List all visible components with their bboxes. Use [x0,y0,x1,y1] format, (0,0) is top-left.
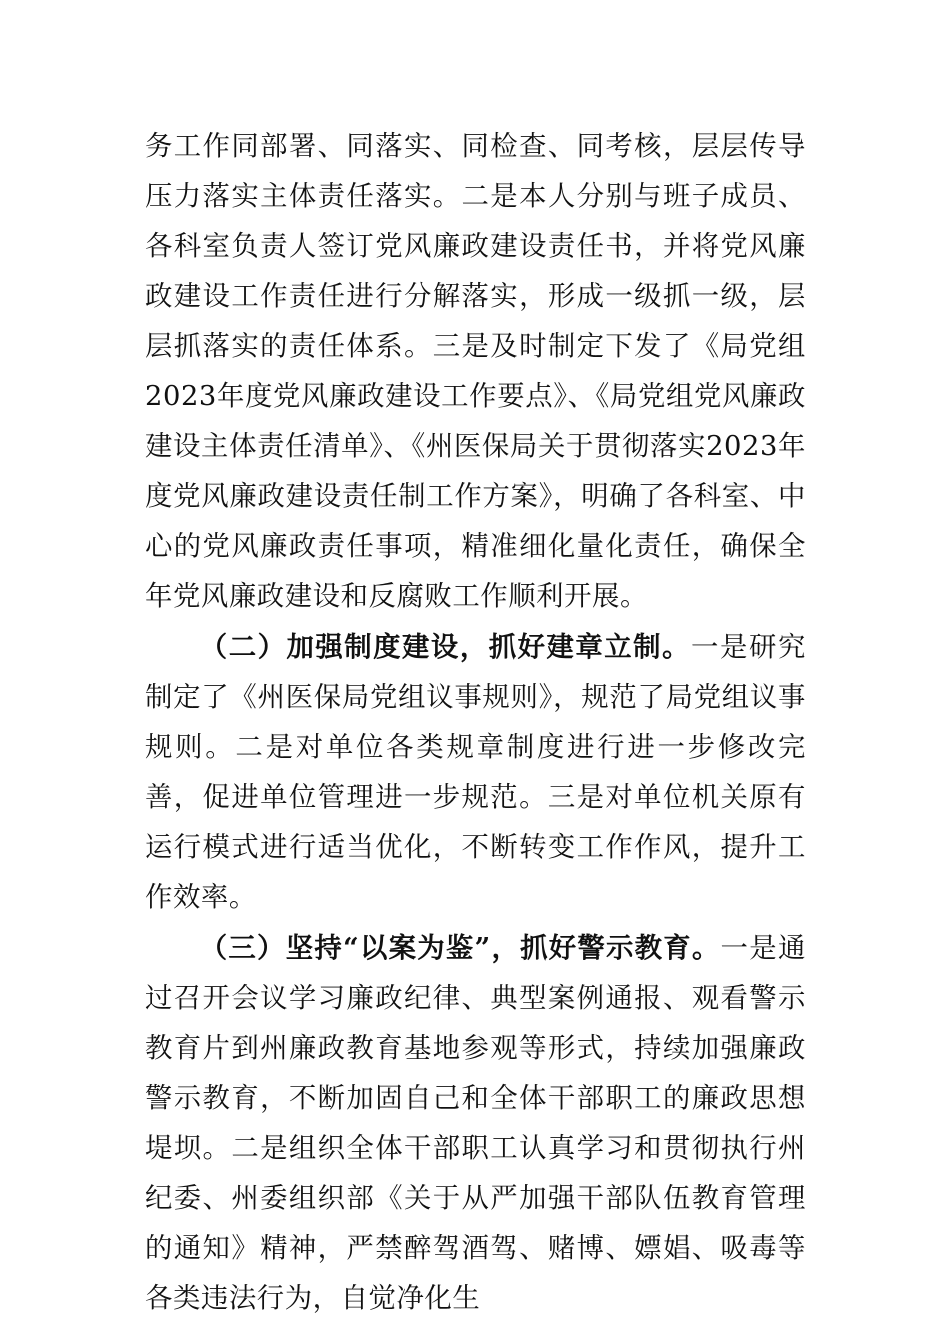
body-text: 一是通过召开会议学习廉政纪律、典型案例通报、观看警示教育片到州廉政教育基地参观等形式，持续加强廉政警示教育，不断加固自己和全体干部职工的廉政思想堤坝。二是组织全体干部职工认真学习和贯彻执行州纪委、州委组织部《关于从严加强干部队伍教育管理的通知》精神，严禁醉驾酒驾、赌博、嫖娼、吸毒等各类违法行为，自觉净化生 [145,933,806,1314]
section-heading: （三）坚持“以案为鉴”，抓好警示教育。 [199,932,721,964]
para-section-3 [145,923,806,1324]
para-section-1-continued [145,122,806,622]
document-text-column [145,122,806,1324]
section-heading: （二）加强制度建设，抓好建章立制。 [199,631,691,663]
body-text: 一是研究制定了《州医保局党组议事规则》，规范了局党组议事规则。二是对单位各类规章制度进行进一步修改完善，促进单位管理进一步规范。三是对单位机关原有运行模式进行适当优化，不断转变工作作风，提升工作效率。 [145,632,806,913]
body-text: 务工作同部署、同落实、同检查、同考核，层层传导压力落实主体责任落实。二是本人分别与班子成员、各科室负责人签订党风廉政建设责任书，并将党风廉政建设工作责任进行分解落实，形成一级抓一级，层层抓落实的责任体系。三是及时制定下发了《局党组2023年度党风廉政建设工作要点》、《局党组党风廉政建设主体责任清单》、《州医保局关于贯彻落实2023年度党风廉政建设责任制工作方案》，明确了各科室、中心的党风廉政责任事项，精准细化量化责任，确保全年党风廉政建设和反腐败工作顺利开展。 [145,131,806,612]
para-section-2 [145,622,806,923]
